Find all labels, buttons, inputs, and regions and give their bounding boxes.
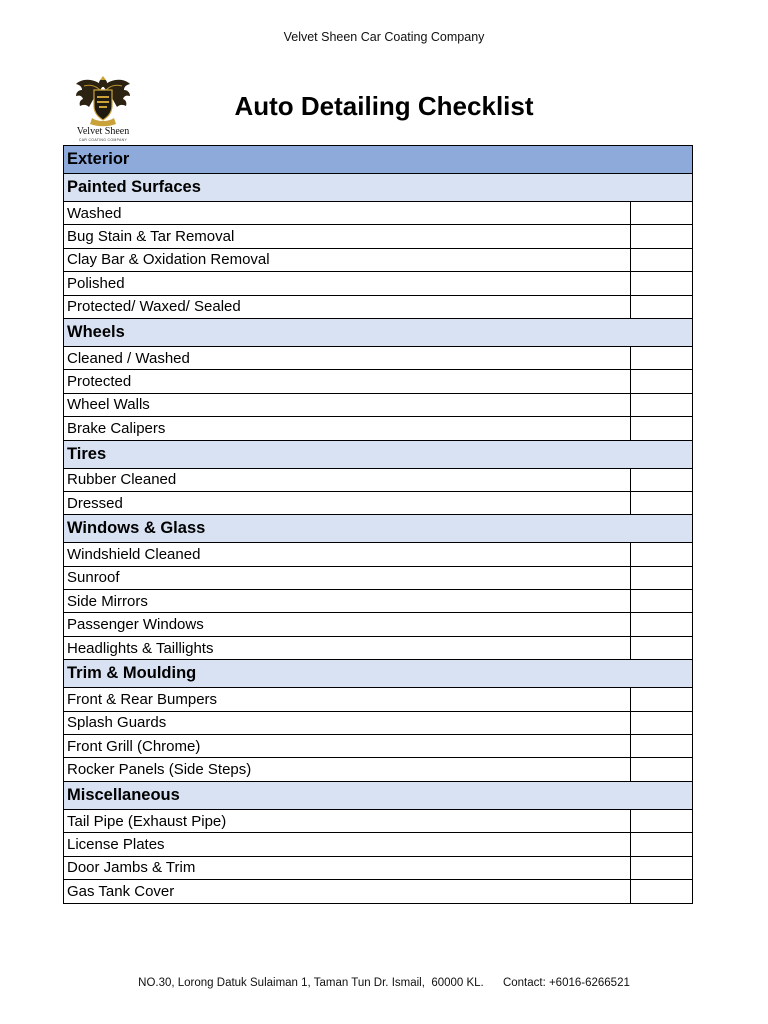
checkbox-cell[interactable] — [630, 394, 692, 416]
section-header-row — [64, 660, 692, 688]
checklist-item-row — [64, 417, 692, 440]
checkbox-cell[interactable] — [630, 296, 692, 318]
checklist-item-row — [64, 758, 692, 781]
checklist-item-row — [64, 688, 692, 711]
section-header-row — [64, 782, 692, 810]
footer-address: NO.30, Lorong Datuk Sulaiman 1, Taman Tun Dr. Ismail, 60000 KL. — [138, 977, 484, 989]
checklist-item-row — [64, 880, 692, 903]
section-title: Wheels — [67, 322, 125, 341]
checklist-item-row — [64, 202, 692, 225]
section-title: Tires — [67, 444, 107, 463]
checklist-item-label: Sunroof — [67, 569, 120, 587]
checklist-item-label: Side Mirrors — [67, 592, 148, 610]
checklist-item-row — [64, 712, 692, 735]
section-header-row — [64, 319, 692, 347]
checklist-item-label: Protected — [67, 373, 132, 391]
checklist-item-label: Headlights & Taillights — [67, 639, 214, 657]
section-title: Trim & Moulding — [67, 664, 197, 683]
checklist-item-row — [64, 296, 692, 319]
checklist-item-row — [64, 492, 692, 515]
company-name-header: Velvet Sheen Car Coating Company — [283, 30, 485, 44]
checklist-item-label: Front Grill (Chrome) — [67, 737, 201, 755]
checklist-item-row — [64, 543, 692, 566]
checklist-item-label: Splash Guards — [67, 714, 167, 732]
checklist-item-row — [64, 249, 692, 272]
checklist-item-label: Tail Pipe (Exhaust Pipe) — [67, 812, 227, 830]
checklist-item-label: Bug Stain & Tar Removal — [67, 228, 235, 246]
checklist-item-row — [64, 347, 692, 370]
checklist-item-row — [64, 567, 692, 590]
checklist-item-row — [64, 810, 692, 833]
checklist-item-label: Clay Bar & Oxidation Removal — [67, 251, 270, 269]
checkbox-cell[interactable] — [630, 202, 692, 224]
checkbox-cell[interactable] — [630, 225, 692, 247]
checklist-item-row — [64, 735, 692, 758]
category-header-row — [64, 146, 692, 174]
checkbox-cell[interactable] — [630, 492, 692, 514]
section-title: Painted Surfaces — [67, 178, 201, 196]
checkbox-cell[interactable] — [630, 688, 692, 710]
checkbox-cell[interactable] — [630, 857, 692, 879]
checkbox-cell[interactable] — [630, 758, 692, 780]
footer — [0, 977, 768, 989]
checkbox-cell[interactable] — [630, 543, 692, 565]
checklist-item-label: Washed — [67, 204, 122, 222]
checkbox-cell[interactable] — [630, 637, 692, 659]
checklist-item-row — [64, 833, 692, 856]
checkbox-cell[interactable] — [630, 249, 692, 271]
checkbox-cell[interactable] — [630, 469, 692, 491]
section-title: Miscellaneous — [67, 785, 180, 804]
checkbox-cell[interactable] — [630, 370, 692, 392]
section-header-row — [64, 441, 692, 469]
checklist-item-label: Cleaned / Washed — [67, 349, 190, 367]
checkbox-cell[interactable] — [630, 590, 692, 612]
category-label: Exterior — [67, 150, 130, 168]
section-header-row — [64, 515, 692, 543]
checkbox-cell[interactable] — [630, 880, 692, 903]
logo-brand-name: Velvet Sheen — [76, 126, 130, 137]
checklist-item-label: Front & Rear Bumpers — [67, 690, 218, 708]
checkbox-cell[interactable] — [630, 272, 692, 294]
checklist-item-row — [64, 613, 692, 636]
checklist-item-row — [64, 469, 692, 492]
checklist-item-row — [64, 857, 692, 880]
checkbox-cell[interactable] — [630, 833, 692, 855]
checkbox-cell[interactable] — [630, 613, 692, 635]
checklist-item-label: Windshield Cleaned — [67, 545, 201, 563]
checkbox-cell[interactable] — [630, 735, 692, 757]
logo-tagline: CAR COATING COMPANY — [78, 138, 128, 142]
checklist-item-label: Brake Calipers — [67, 419, 166, 437]
checklist-item-label: Polished — [67, 274, 125, 292]
checklist-item-label: Rubber Cleaned — [67, 471, 177, 489]
checklist-item-row — [64, 272, 692, 295]
checklist-table — [63, 145, 693, 904]
checklist-item-label: Gas Tank Cover — [67, 883, 175, 901]
checklist-item-row — [64, 370, 692, 393]
checklist-item-label: Wheel Walls — [67, 396, 150, 414]
checklist-item-row — [64, 394, 692, 417]
checklist-item-label: Protected/ Waxed/ Sealed — [67, 298, 241, 316]
checklist-item-label: Door Jambs & Trim — [67, 859, 196, 877]
footer-contact: Contact: +6016-6266521 — [502, 977, 630, 989]
checklist-item-label: License Plates — [67, 835, 165, 853]
checklist-item-label: Rocker Panels (Side Steps) — [67, 761, 252, 779]
checkbox-cell[interactable] — [630, 567, 692, 589]
checklist-item-row — [64, 637, 692, 660]
page-title: Auto Detailing Checklist — [234, 91, 534, 121]
checkbox-cell[interactable] — [630, 810, 692, 832]
section-header-row — [64, 174, 692, 202]
checklist-item-row — [64, 225, 692, 248]
checkbox-cell[interactable] — [630, 417, 692, 439]
checklist-item-label: Passenger Windows — [67, 616, 204, 634]
checkbox-cell[interactable] — [630, 712, 692, 734]
checklist-item-label: Dressed — [67, 494, 123, 512]
checkbox-cell[interactable] — [630, 347, 692, 369]
section-title: Windows & Glass — [67, 519, 206, 538]
checklist-item-row — [64, 590, 692, 613]
